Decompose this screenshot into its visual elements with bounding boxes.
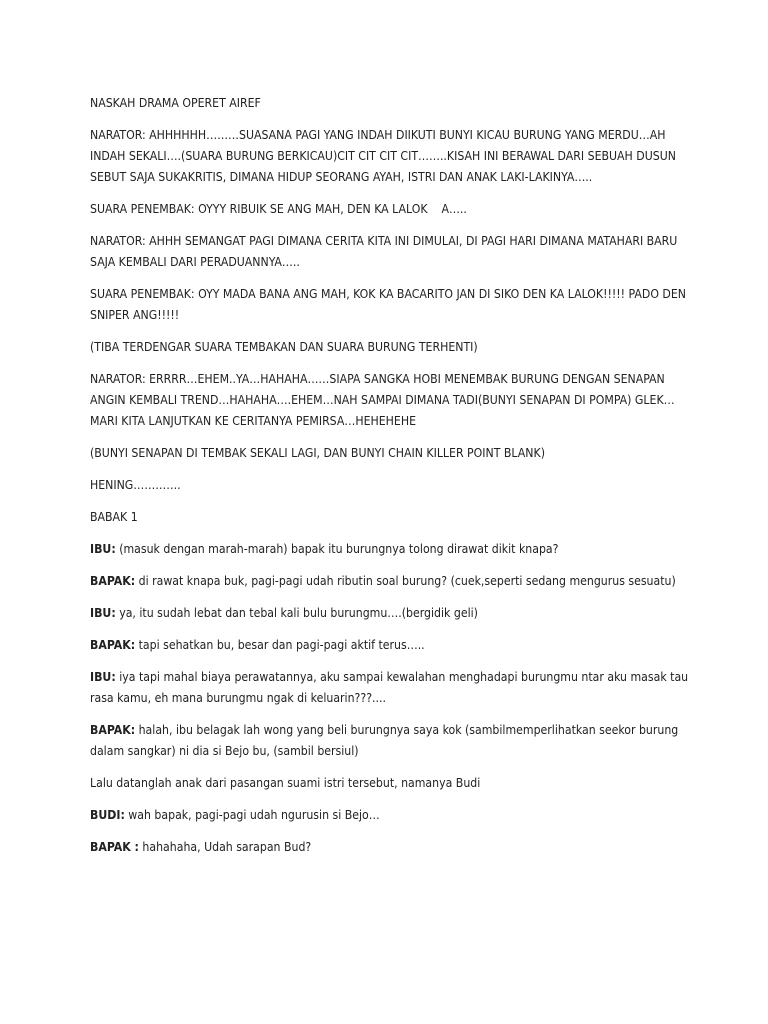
speaker-label: BAPAK: xyxy=(90,723,136,737)
script-paragraph xyxy=(90,507,690,528)
dialogue-text: (TIBA TERDENGAR SUARA TEMBAKAN DAN SUARA BURUNG TERHENTI) xyxy=(90,340,478,354)
script-paragraph xyxy=(90,539,690,560)
speaker-label: BAPAK : xyxy=(90,840,139,854)
script-paragraph xyxy=(90,603,690,624)
script-paragraph xyxy=(90,199,690,220)
script-paragraph xyxy=(90,284,690,326)
dialogue-text: NARATOR: AHHH SEMANGAT PAGI DIMANA CERITA KITA INI DIMULAI, DI PAGI HARI DIMANA MATAHARI BARU SAJA KEMBALI DARI PERADUANNYA….. xyxy=(90,234,681,269)
dialogue-text: SUARA PENEMBAK: OYYY RIBUIK SE ANG MAH, DEN KA LALOK A….. xyxy=(90,202,467,216)
dialogue-text: BABAK 1 xyxy=(90,510,138,524)
script-paragraph xyxy=(90,475,690,496)
dialogue-text: ya, itu sudah lebat dan tebal kali bulu burungmu….(bergidik geli) xyxy=(115,606,478,620)
dialogue-text: di rawat knapa buk, pagi-pagi udah ributin soal burung? (cuek,seperti sedang mengurus sesuatu) xyxy=(135,574,676,588)
script-paragraph xyxy=(90,773,690,794)
script-paragraph xyxy=(90,635,690,656)
script-paragraph xyxy=(90,667,690,709)
dialogue-text: Lalu datanglah anak dari pasangan suami istri tersebut, namanya Budi xyxy=(90,776,481,790)
speaker-label: BUDI: xyxy=(90,808,125,822)
speaker-label: IBU: xyxy=(90,670,116,684)
dialogue-text: HENING…………. xyxy=(90,478,181,492)
script-paragraph xyxy=(90,369,690,432)
script-paragraph xyxy=(90,443,690,464)
dialogue-text: halah, ibu belagak lah wong yang beli burungnya saya kok (sambilmemperlihatkan seekor burung dalam sangkar) ni dia si Bejo bu, (sambil bersiul) xyxy=(90,723,682,758)
dialogue-text: NARATOR: AHHHHHH………SUASANA PAGI YANG INDAH DIIKUTI BUNYI KICAU BURUNG YANG MERDU…AH INDAH SEKALI….(SUARA BURUNG BERKICAU)CIT CIT CIT CIT……..KISAH INI BERAWAL DARI SEBUAH DUSUN SEBUT SAJA SUKAKRITIS, DIMANA HIDUP SEORANG AYAH, ISTRI DAN ANAK LAKI-LAKINYA….. xyxy=(90,128,680,184)
speaker-label: IBU: xyxy=(90,606,116,620)
dialogue-text: (masuk dengan marah-marah) bapak itu burungnya tolong dirawat dikit knapa? xyxy=(115,542,559,556)
dialogue-text: hahahaha, Udah sarapan Bud? xyxy=(138,840,312,854)
script-body xyxy=(90,93,690,869)
speaker-label: IBU: xyxy=(90,542,116,556)
script-paragraph xyxy=(90,125,690,188)
speaker-label: BAPAK: xyxy=(90,638,136,652)
script-paragraph xyxy=(90,571,690,592)
dialogue-text: SUARA PENEMBAK: OYY MADA BANA ANG MAH, KOK KA BACARITO JAN DI SIKO DEN KA LALOK!!!!! PADO DEN SNIPER ANG!!!!! xyxy=(90,287,690,322)
dialogue-text: iya tapi mahal biaya perawatannya, aku sampai kewalahan menghadapi burungmu ntar aku masak tau rasa kamu, eh mana burungmu ngak di keluarin???.... xyxy=(90,670,692,705)
document-title: NASKAH DRAMA OPERET AIREF xyxy=(90,96,261,110)
dialogue-text: tapi sehatkan bu, besar dan pagi-pagi aktif terus….. xyxy=(135,638,425,652)
script-paragraph xyxy=(90,837,690,858)
paragraph-list xyxy=(90,125,690,858)
dialogue-text: (BUNYI SENAPAN DI TEMBAK SEKALI LAGI, DAN BUNYI CHAIN KILLER POINT BLANK) xyxy=(90,446,545,460)
script-paragraph xyxy=(90,720,690,762)
script-paragraph xyxy=(90,805,690,826)
dialogue-text: wah bapak, pagi-pagi udah ngurusin si Bejo… xyxy=(124,808,380,822)
dialogue-text: NARATOR: ERRRR…EHEM..YA…HAHAHA……SIAPA SANGKA HOBI MENEMBAK BURUNG DENGAN SENAPAN ANGIN KEMBALI TREND…HAHAHA….EHEM…NAH SAMPAI DIMANA TADI(BUNYI SENAPAN DI POMPA) GLEK…MARI KITA LANJUTKAN KE CERITANYA PEMIRSA…HEHEHEHE xyxy=(90,372,675,428)
script-paragraph xyxy=(90,337,690,358)
speaker-label: BAPAK: xyxy=(90,574,136,588)
script-paragraph xyxy=(90,231,690,273)
